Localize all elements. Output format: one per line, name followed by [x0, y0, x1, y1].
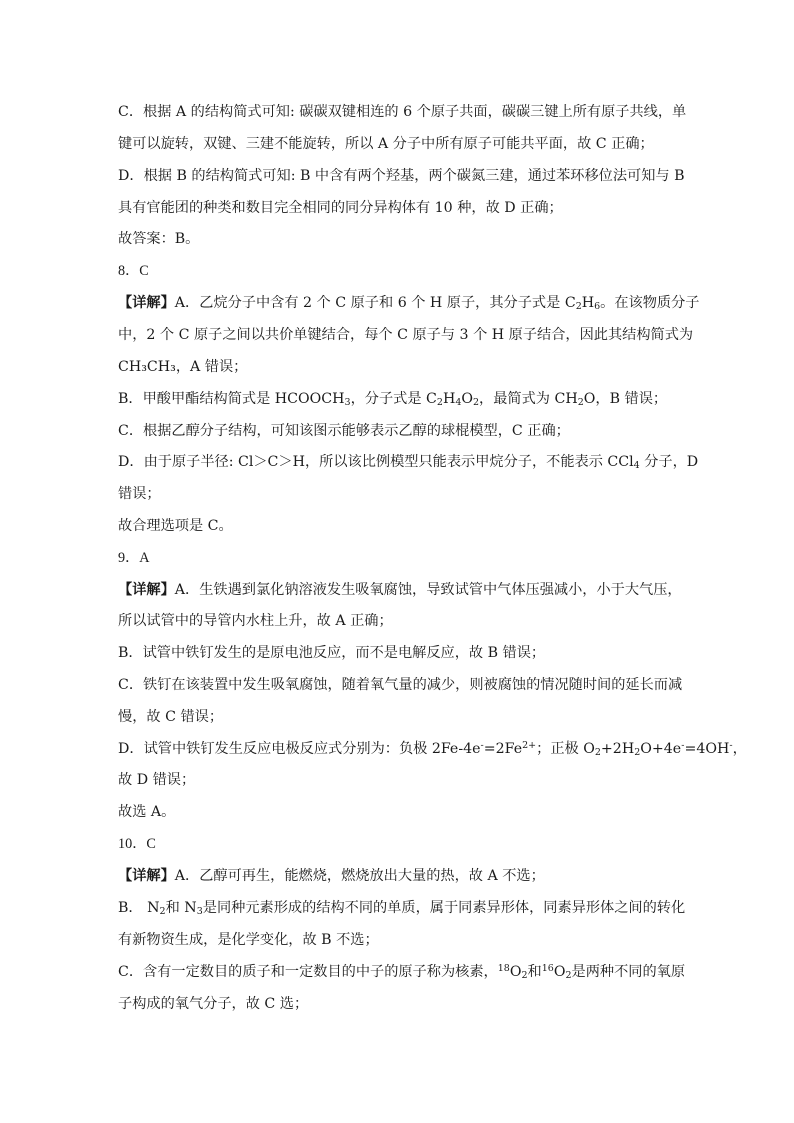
- q7-option-c-line2: 键可以旋转，双键、三建不能旋转，所以 A 分子中所有原子可能共平面，故 C 正确；: [118, 136, 654, 152]
- q8-option-d-line1: D．由于原子半径: Cl＞C＞H，所以该比例模型只能表示甲烷分子，不能表示 CCl$_4$ 分子，D: [118, 454, 699, 471]
- q8-option-d-line2: 错误；: [118, 486, 161, 502]
- q8-option-a-line2: 中，2 个 C 原子之间以共价单键结合，每个 C 原子与 3 个 H 原子结合，因此其结构简式为: [118, 327, 694, 343]
- q9-option-a-line2: 所以试管中的导管内水柱上升，故 A 正确；: [118, 613, 393, 629]
- q8-detail-tag: 【详解】: [118, 295, 175, 311]
- q7-option-d-line1: D．根据 B 的结构简式可知: B 中含有两个羟基，两个碳氮三建，通过苯环移位法可知与 B: [118, 168, 685, 184]
- q9-answer: 9．A: [118, 550, 150, 566]
- q7-option-d-line2: 具有官能团的种类和数目完全相同的同分异构体有 10 种，故 D 正确；: [118, 200, 563, 216]
- q8-option-b: B．甲酸甲酯结构简式是 $HCOOCH_3$，分子式是 $C_2H_4O_2$，最简式为 $CH_2O$，B 错误；: [118, 391, 668, 408]
- q8-option-c: C．根据乙醇分子结构，可知该图示能够表示乙醇的球棍模型，C 正确；: [118, 423, 570, 439]
- q9-conclusion: 故选 A。: [118, 804, 176, 820]
- q10-option-b-line1: B． $N_2$和 $N_3$是同种元素形成的结构不同的单质，属于同素异形体，同素异形体之间的转化: [118, 900, 686, 917]
- q8-option-a-line1: 【详解】A．乙烷分子中含有 2 个 C 原子和 6 个 H 原子，其分子式是 $C_2H_6$。在该物质分子: [118, 295, 700, 312]
- q10-option-c-line2: 子构成的氧气分子，故 C 选；: [118, 996, 309, 1012]
- q8-answer: 8．C: [118, 263, 149, 279]
- q7-option-c-line1: C．根据 A 的结构简式可知: 碳碳双键相连的 6 个原子共面，碳碳三键上所有原子共线，单: [118, 104, 687, 120]
- q7-conclusion: 故答案：B。: [118, 231, 200, 247]
- q9-option-c-line1: C．铁钉在该装置中发生吸氧腐蚀，随着氧气量的减少，则被腐蚀的情况随时间的延长而减: [118, 677, 683, 693]
- q10-detail-tag: 【详解】: [118, 868, 175, 884]
- q9-option-c-line2: 慢，故 C 错误；: [118, 709, 224, 725]
- q10-option-c-line1: C．含有一定数目的质子和一定数目的中子的原子称为核素，$^{18}O_2$和$^{16}O_2$是两种不同的氧原: [118, 963, 686, 981]
- q9-option-b: B．试管中铁钉发生的是原电池反应，而不是电解反应，故 B 错误；: [118, 645, 546, 661]
- q8-conclusion: 故合理选项是 C。: [118, 518, 233, 534]
- q10-answer: 10．C: [118, 836, 156, 852]
- q9-option-d-line1: D．试管中铁钉发生反应电极反应式分别为：负极 $2Fe-4e^-=2Fe^{2+}$；正极 $O_2+2H_2O+4e^-=4OH^-$，: [118, 740, 747, 758]
- q9-option-a-line1: 【详解】A．生铁遇到氯化钠溶液发生吸氧腐蚀，导致试管中气体压强减小，小于大气压，: [118, 582, 682, 598]
- q9-detail-tag: 【详解】: [118, 582, 175, 598]
- q9-option-d-line2: 故 D 错误；: [118, 772, 196, 788]
- q10-option-a: 【详解】A．乙醇可再生，能燃烧，燃烧放出大量的热，故 A 不选；: [118, 868, 545, 884]
- q10-option-b-line2: 有新物资生成，是化学变化，故 B 不选；: [118, 932, 379, 948]
- q8-option-a-line3: CH₃CH₃，A 错误；: [118, 359, 248, 375]
